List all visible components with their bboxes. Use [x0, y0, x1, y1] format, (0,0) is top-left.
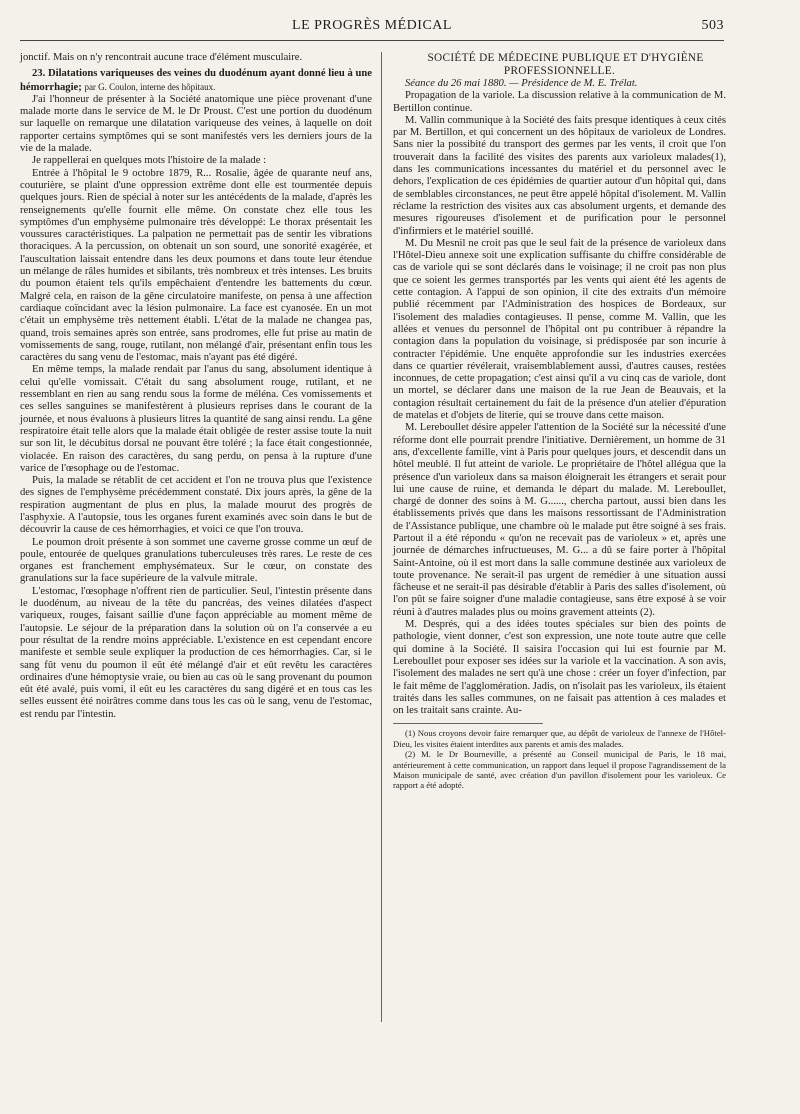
- column-divider: [381, 52, 382, 1022]
- page-number: 503: [701, 18, 724, 33]
- footnote: (1) Nous croyons devoir faire remarquer que, au dépôt de varioleux de l'annexe de l'Hôtel-Dieu, les visites étaient interdites aux parents et amis des malades.: [393, 728, 726, 749]
- footnote-rule: [393, 723, 543, 724]
- paragraph: M. Du Mesnil ne croit pas que le seul fait de la présence de varioleux dans l'Hôtel-Dieu annexe soit une explication suffisante du chiffre considérable de cas de variole qui se sont déclarés dans le voisinage; il ne croit pas non plus que ce soient les germes transportés par les vents qui aient été les agents de cette contagion. A l'appui de son opinion, il cite des extraits d'un mémoire publié récemment par l'Administration des hospices de Bordeaux, sur l'isolement des maladies contagieuses. Il pense, comme M. Vallin, que les allées et venues du personnel de l'hôpital ont pu contribuer à répandre la contagion dans la population du voisinage, si prédisposée par son incurie à contracter l'épidémie. Une enquête approfondie sur les industries exercées dans ce quartier révélerait, vraisemblablement aussi, d'autres causes, restées inconnues, de cette propagation; c'est ainsi qu'il a vu cinq cas de variole, dont un mortel, se déclarer dans une maison de la rue Jean de Beauvais, et la contagion résultait certainement du fait de la présence d'un atelier d'épuration de matelas et d'objets de literie, qui se trouve dans cette maison.: [393, 237, 726, 422]
- paragraph: L'estomac, l'œsophage n'offrent rien de particulier. Seul, l'intestin présente dans le duodénum, au niveau de la tête du pancréas, des veines dilatées d'aspect variqueux, rouges, faisant saillie d'une façon appréciable au moment même de l'autopsie. Le séjour de la préparation dans la solution où on l'a conservée a eu pour résultat de la rendre moins appréciable. L'existence en est cependant encore manifeste et semble seule expliquer la production de ces hémorrhagies. Car, si le sang fût venu du poumon il eût été mélangé d'air et eût revêtu les caractères ordinaires d'une hémoptysie vraie, ou bien au cas où le sang provenant du poumon eût été avalé, puis vomi, il eût eu les caractères du sang digéré et en tous cas les selles eussent été noirâtres comme dans tous les cas où le sang, venu de l'estomac, est rendu par l'intestin.: [20, 585, 372, 720]
- paragraph: Entrée à l'hôpital le 9 octobre 1879, R... Rosalie, âgée de quarante neuf ans, couturière, se plaint d'une oppression extrême dont elle est tourmentée depuis quelques jours. Rien de spécial à noter sur les antécédents de la malade, d'après les renseignements qu'elle fournit elle même. On constate chez elle tous les symptômes d'un emphysème pulmonaire très développé: Le thorax présentait les voussures caractéristiques. La palpation ne permettait pas de sentir les vibrations thoraciques. A la percussion, on obtenait un son sourd, une sonorité exagérée, et l'auscultation laissait entendre dans les deux poumons et dans toute leur étendue un mélange de râles humides et sibilants, très nombreux et très intenses. Les bruits du poumon étaient tels qu'ils empêchaient d'entendre les battements du cœur. Malgré cela, en raison de la gêne circulatoire manifeste, on pensa à une affection cardiaque coïncidant avec la lésion pulmonaire. La face est cyanosée. En un mot c'était un emphysème très nettement établi. L'état de la malade ne changea pas, quand, trois semaines après son entrée, sans prodromes, elle fut prise au matin de vomissements de sang, rouge, rutilant, non mélangé d'air, présentant enfin tous les caractères du sang venu de l'estomac, mais n'ayant pas été digéré.: [20, 167, 372, 364]
- left-column: [20, 52, 372, 721]
- paragraph: M. Vallin communique à la Société des faits presque identiques à ceux cités par M. Bertillon, et qui concernent un des hôpitaux de varioleux de Londres. Sans nier la possibité du transport des germes par les vents, il croit que l'on trouverait dans la facilité des visites des parents aux varioleux malades(1), dans les communications incessantes du matériel et du personnel avec le dehors, l'explication de ces épidémies de quartier autour d'un hôpital qui, dans de semblables circonstances, ne peut être appelé hôpital d'isolement. M. Vallin réclame la restriction des visites aux cas absolument urgents, et demande des mesures rigoureuses d'isolement et de purification pour le personnel d'infirmiers et le matériel souillé.: [393, 114, 726, 237]
- paragraph: Puis, la malade se rétablit de cet accident et l'on ne trouva plus que l'existence des signes de l'emphysème précédemment constaté. Dix jours après, la gêne de la respiration augmentant de plus en plus, la malade mourut des progrès de l'asphyxie. A l'autopsie, tous les organes furent examinés avec soin dans le but de découvrir la cause de ces hémorrhagies, et voici ce que l'on trouva.: [20, 475, 372, 536]
- article-heading-line: [20, 68, 372, 94]
- article-heading: 23. Dilatations variqueuses des veines du duodénum ayant donné lieu à une hémorrhagie;: [20, 68, 372, 93]
- session-line: Séance du 26 mai 1880. — Présidence de M. E. Trélat.: [405, 78, 638, 89]
- right-column: [393, 52, 726, 791]
- paragraph: M. Lereboullet désire appeler l'attention de la Société sur la nécessité d'une réforme dont elle pourrait prendre l'initiative. Dernièrement, un homme de 31 ans, d'excellente famille, vint à Paris pour quelques jours, et descendit dans un hôtel meublé. Il fut atteint de variole. Le propriétaire de l'hôtel allégua que la présence d'un varioleux dans sa maison éloignerait les étrangers et serait pour lui une cause de ruine, et demanda le départ du malade. M. Lereboullet, chargé de donner des soins à M. G......, chercha partout, aussi bien dans les établissements privés que dans les maisons ressortissant de l'Administration de l'Assistance publique, une chambre où le malade put être soigné à ses frais. Partout il a été répondu « qu'on ne recevait pas de varioleux » et, après une journée de démarches infructueuses, M. G... a dû se faire porter à l'hôpital Saint-Antoine, où il est mort dans la salle commune destinée aux varioleux de toute provenance. Ne serait-il pas urgent de remédier à une situation aussi fâcheuse et ne serait-il pas désirable d'établir à Paris des salles d'isolement, où l'on pût se faire soigner d'une maladie contagieuse, sans être exposé à se voir réuni à d'autres malades plus ou moins gravement atteints (2).: [393, 422, 726, 618]
- article-byline: par G. Coulon, interne des hôpitaux.: [84, 81, 216, 92]
- journal-title: LE PROGRÈS MÉDICAL: [292, 18, 452, 33]
- paragraph: En même temps, la malade rendait par l'anus du sang, absolument identique à celui qu'elle vomissait. C'était du sang absolument rouge, rutilant, et ne ressemblant en rien au sang rendu sous la forme de méléna. Ces vomissements et ces selles sanguines se manifestèrent à plusieurs reprises dans le courant de la journée, et nous évaluons à plusieurs litres la quantité de sang ainsi rendu. La gêne respiratoire était telle alors que la malade était obligée de rester assise toute la nuit sur son lit, le décubitus dorsal ne pouvant être toléré ; la face était congestionnée, violacée. En raison des caractères, du sang perdu, on pensa à la rupture d'une varice de l'œsophage ou de l'estomac.: [20, 364, 372, 474]
- paragraph: M. Després, qui a des idées toutes spéciales sur bien des points de pathologie, vient donner, c'est son expression, une note toute autre que celle qui domine à la Société. Il saisira l'occasion qui lui est fournie par M. Lereboullet pour exposer ses idées sur la variole et la vaccination. A son avis, l'isolement des malades ne sert qu'à une chose : créer un foyer d'infection, par le fait même de l'agglomération. Jadis, on n'isolait pas les varioleux, ils étaient traités dans les salles communes, on ne faisait pas attention à ces malades et on les traitait sans crainte. Au-: [393, 619, 726, 717]
- paragraph: Le poumon droit présente à son sommet une caverne grosse comme un œuf de poule, entourée de quelques granulations tuberculeuses très rares. Le reste de ces organes est franchement emphysémateux. Sur le cœur, on constate des granulations sur la face supérieure de la valvule mitrale.: [20, 536, 372, 585]
- paragraph: J'ai l'honneur de présenter à la Société anatomique une pièce provenant d'une malade morte dans le service de M. le Dr Proust. C'est une portion du duodénum sur laquelle on remarque une dilatation variqueuse des veines, à laquelle on doit rapporter certains symptômes qui se sont manifestés vers les derniers jours de la vie de la malade.: [20, 93, 372, 155]
- footnote: (2) M. le Dr Bourneville, a présenté au Conseil municipal de Paris, le 18 mai, antérieurement à cette communication, un rapport dans lequel il propose l'agrandissement de la Maison municipale de santé, avec création d'un pavillon d'isolement pour les varioleux. Ce rapport a été adopté.: [393, 749, 726, 791]
- continuation-text: jonctif. Mais on n'y rencontrait aucune trace d'élément musculaire.: [20, 52, 303, 63]
- topic-line: Propagation de la variole. La discussion relative à la communication de M. Bertillon continue.: [393, 90, 726, 114]
- paragraph: Je rappellerai en quelques mots l'histoire de la malade :: [32, 155, 267, 167]
- running-header: [20, 18, 724, 41]
- section-title: SOCIÉTÉ DE MÉDECINE PUBLIQUE ET D'HYGIÈNE PROFESSIONNELLE.: [427, 52, 704, 77]
